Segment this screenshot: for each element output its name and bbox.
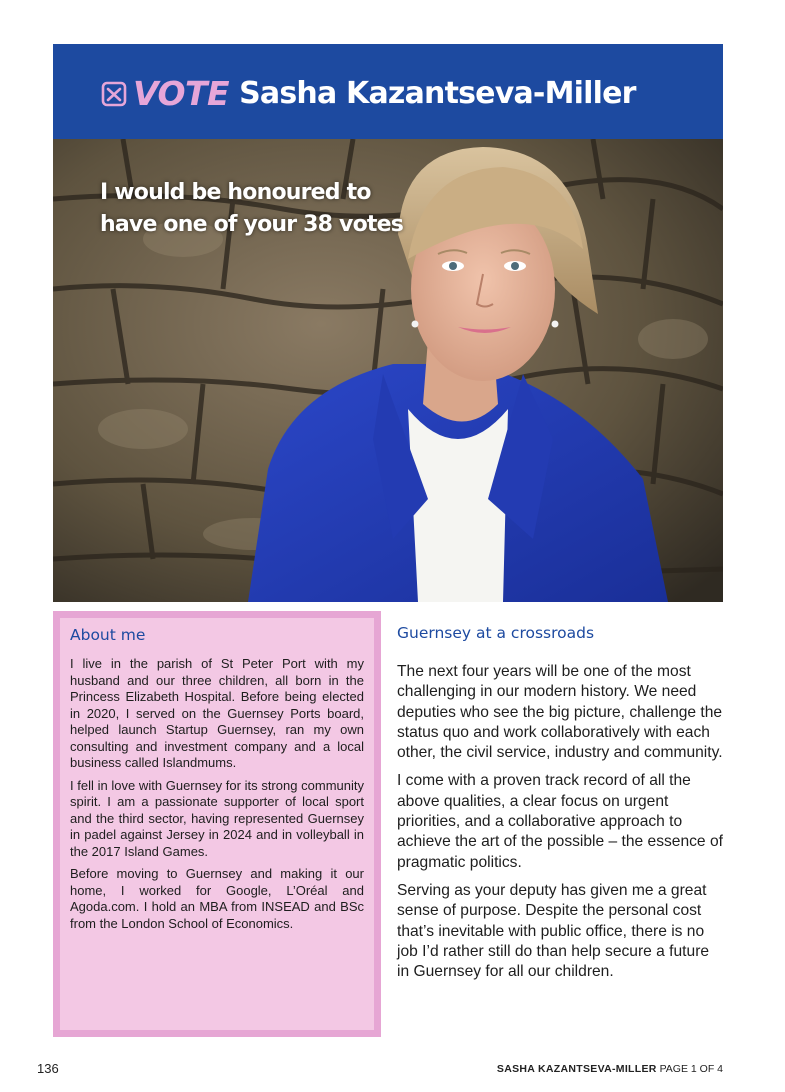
page-number: 136	[37, 1061, 59, 1076]
footer-label	[497, 1063, 723, 1075]
crossroads-heading: Guernsey at a crossroads	[397, 624, 595, 642]
header-banner	[53, 44, 723, 139]
footer-page-label: PAGE 1 OF 4	[659, 1063, 723, 1075]
about-me-heading: About me	[70, 626, 146, 644]
crossroads-paragraph-3: Serving as your deputy has given me a great sense of purpose. Despite the personal cost that’s inevitable with public office, there is no job I’d rather still do than help secure a future in Guernsey for all our children.	[397, 881, 710, 981]
about-me-box	[53, 611, 381, 1037]
crossroads-section	[397, 624, 723, 990]
ballot-check-icon	[101, 81, 127, 107]
photo-tagline: I would be honoured to have one of your 38 votes	[100, 180, 404, 237]
crossroads-paragraph-1: The next four years will be one of the most challenging in our modern history. We need deputies who see the big picture, challenge the status quo and work collaboratively with each other, the civil service, industry and community.	[397, 663, 723, 762]
header-title	[101, 74, 636, 113]
about-paragraph-2: I fell in love with Guernsey for its strong community spirit. I am a passionate supporter of local sport and the third sector, having represented Guernsey in padel against Jersey in 2024 and in volleyball in the 2017 Island Games.	[70, 777, 364, 859]
crossroads-paragraph-2: I come with a proven track record of all the above qualities, a clear focus on urgent priorities, and a collaborative approach to achieve the art of the possible – the essence of pragmatic politics.	[397, 772, 723, 871]
about-paragraph-1: I live in the parish of St Peter Port with my husband and our three children, all born in the Princess Elizabeth Hospital. Before being elected in 2020, I served on the Guernsey Ports board, helped launch Startup Guernsey, ran my own consulting and investment company and a local business called Islandmums.	[70, 656, 364, 770]
candidate-name: Sasha Kazantseva-Miller	[239, 76, 636, 111]
about-paragraph-3: Before moving to Guernsey and making it our home, I worked for Google, L’Oréal and Agoda.com. I hold an MBA from INSEAD and BSc from the London School of Economics.	[70, 866, 364, 931]
footer-name: SASHA KAZANTSEVA-MILLER	[496, 1063, 657, 1075]
candidate-photo	[53, 139, 723, 602]
vote-word: VOTE	[133, 74, 230, 113]
